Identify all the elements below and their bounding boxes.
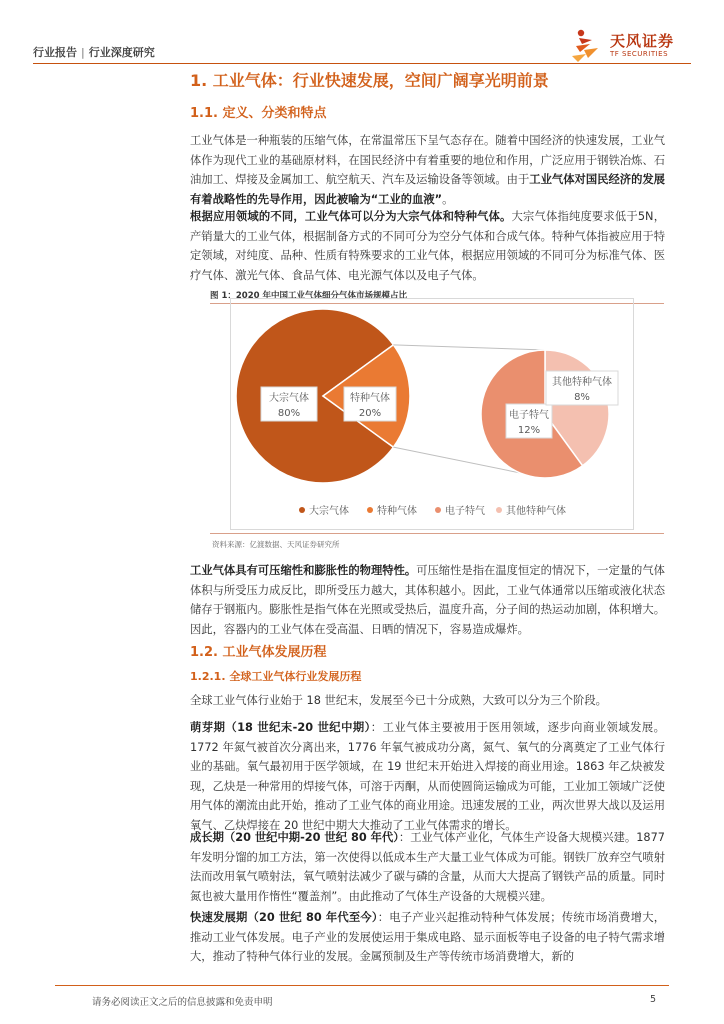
logo-mark-icon [570,28,606,64]
paragraph-rapid-text: ：电子产业兴起推动特种气体发展；传统市场消费增大，推动工业气体发展。电子产业的发展使运用于集成电路、显示面板等电子设备的电子特气需求增大，推动了特种气体行业的发展。金属预制及生产等传统市场消费增大，新的 [190,911,665,963]
paragraph-definition-end: 。 [442,192,454,206]
chart-legend [299,504,566,517]
footer-disclaimer: 请务必阅读正文之后的信息披露和免责申明 [92,997,273,1008]
legend-marker-electronic [435,507,441,513]
paragraph-history-intro-text: 全球工业气体行业始于 18 世纪末，发展至今已十分成熟，大致可以分为三个阶段。 [190,694,607,707]
paragraph-germination-lead: 萌芽期（18 世纪末-20 世纪中期） [190,721,371,734]
legend-label-bulk: 大宗气体 [309,506,349,517]
paragraph-classification-lead: 根据应用领域的不同，工业气体可以分为大宗气体和特种气体。 [190,210,512,223]
paragraph-germination-stage [190,718,665,835]
label-special-value: 20% [358,408,382,419]
pie-chart [231,299,633,529]
legend-marker-other [496,507,502,513]
label-other-value: 8% [574,392,590,403]
paragraph-rapid-stage [190,908,665,967]
figure-title: 图 1：2020 年中国工业气体细分气体市场规模占比 [210,291,407,301]
figure-source: 资料来源：亿渡数据、天风证券研究所 [212,540,340,549]
header-breadcrumb [33,44,155,60]
company-logo [570,28,700,64]
chart-frame [230,298,634,530]
paragraph-germination-text: ：工业气体主要被用于医用领域，逐步向商业领域发展。1772 年氮气被首次分离出来，1776 年氧气被成功分离，氮气、氧气的分离奠定了工业气体行业的基础。氧气最初用于医学领域，在 19 世纪末开始进入焊接的商业用途。1863 年乙炔被发现，乙炔是一种常用的焊接气体，可溶于丙酮，从而使圆筒运输成为可能，工业加工领域广泛使用气体的潮流由此开始，推动了工业气体的商业用途。迅速发展的工业，两次世界大战以及运用氧气、乙炔焊接在 20 世纪中期大大推动了工业气体需求的增长。 [190,721,665,832]
paragraph-rapid-lead: 快速发展期（20 世纪 80 年代至今） [190,911,378,924]
header-report-type: 行业报告 [33,46,77,59]
connector-line-top [393,345,545,350]
section-heading-1-1: 1.1. 定义、分类和特点 [190,106,327,121]
legend-marker-special [367,507,373,513]
figure-bottom-rule [210,533,664,534]
paragraph-classification-text: 大宗气体指纯度要求低于5N，产销量大的工业气体，根据制备方式的不同可分为空分气体和合成气体。特种气体指被应用于特定领域，对纯度、品种、性质有特殊要求的工业气体，根据应用领域的不同可分为标准气体、医疗气体、激光气体、食品气体、电光源气体以及电子气体。 [190,210,665,282]
paragraph-properties-text: 可压缩性是指在温度恒定的情况下，一定量的气体体积与所受压力成反比，即所受压力越大，其体积越小。因此，工业气体通常以压缩或液化状态储存于钢瓶内。膨胀性是指气体在光照或受热后，温度升高，分子间的热运动加剧，体积增大。因此，容器内的工业气体在受高温、日晒的情况下，容易造成爆炸。 [190,564,665,636]
page-number: 5 [650,994,657,1005]
label-bulk-name: 大宗气体 [269,393,309,404]
paragraph-definition-text: 工业气体是一种瓶装的压缩气体，在常温常压下呈气态存在。随着中国经济的快速发展，工业气体作为现代工业的基础原材料，在国民经济中有着重要的地位和作用，广泛应用于钢铁冶炼、石油加工、焊接及金属加工、航空航天、汽车及运输设备等领域。由于 [190,134,665,186]
paragraph-history-intro [190,691,665,711]
legend-label-other: 其他特种气体 [506,506,566,517]
paragraph-growth-stage [190,828,665,906]
legend-marker-bulk [299,507,305,513]
legend-label-electronic: 电子特气 [445,506,485,517]
header-separator: | [81,46,85,59]
section-heading-1-2-1: 1.2.1. 全球工业气体行业发展历程 [190,670,362,683]
paragraph-growth-text: ：工业气体产业化，气体生产设备大规模兴建。1877 年发明分馏的加工方法，第一次使得以低成本生产大量工业气体成为可能。钢铁厂放弃空气喷射法而改用氧气喷射法，氧气喷射法减少了碳与磷的含量，从而大大提高了钢铁产品的质量。同时氮也被大量用作惰性“覆盖剂”。由此推动了气体生产设备的大规模兴建。 [190,831,665,903]
footer-divider [55,985,669,986]
section-heading-1-2: 1.2. 工业气体发展历程 [190,645,327,660]
label-special-name: 特种气体 [350,393,390,404]
label-electronic-value: 12% [517,425,541,436]
header-report-subtype: 行业深度研究 [88,46,155,59]
logo-name: 天风证券 [610,32,675,50]
paragraph-classification [190,207,665,285]
paragraph-definition-emphasis: 工业气体对国民经济的发展有着战略性的先导作用，因此被喻为“工业的血液” [190,173,665,206]
legend-label-special: 特种气体 [377,506,417,517]
logo-subtitle: TF SECURITIES [610,50,669,58]
section-heading-1: 1. 工业气体：行业快速发展，空间广阔享光明前景 [190,71,549,90]
paragraph-properties-lead: 工业气体具有可压缩性和膨胀性的物理特性。 [190,564,417,577]
label-bulk-value: 80% [277,408,301,419]
paragraph-definition [190,131,665,209]
paragraph-growth-lead: 成长期（20 世纪中期-20 世纪 80 年代） [190,831,399,844]
label-other-name: 其他特种气体 [552,377,612,388]
paragraph-properties [190,561,665,639]
label-electronic-name: 电子特气 [509,410,549,421]
